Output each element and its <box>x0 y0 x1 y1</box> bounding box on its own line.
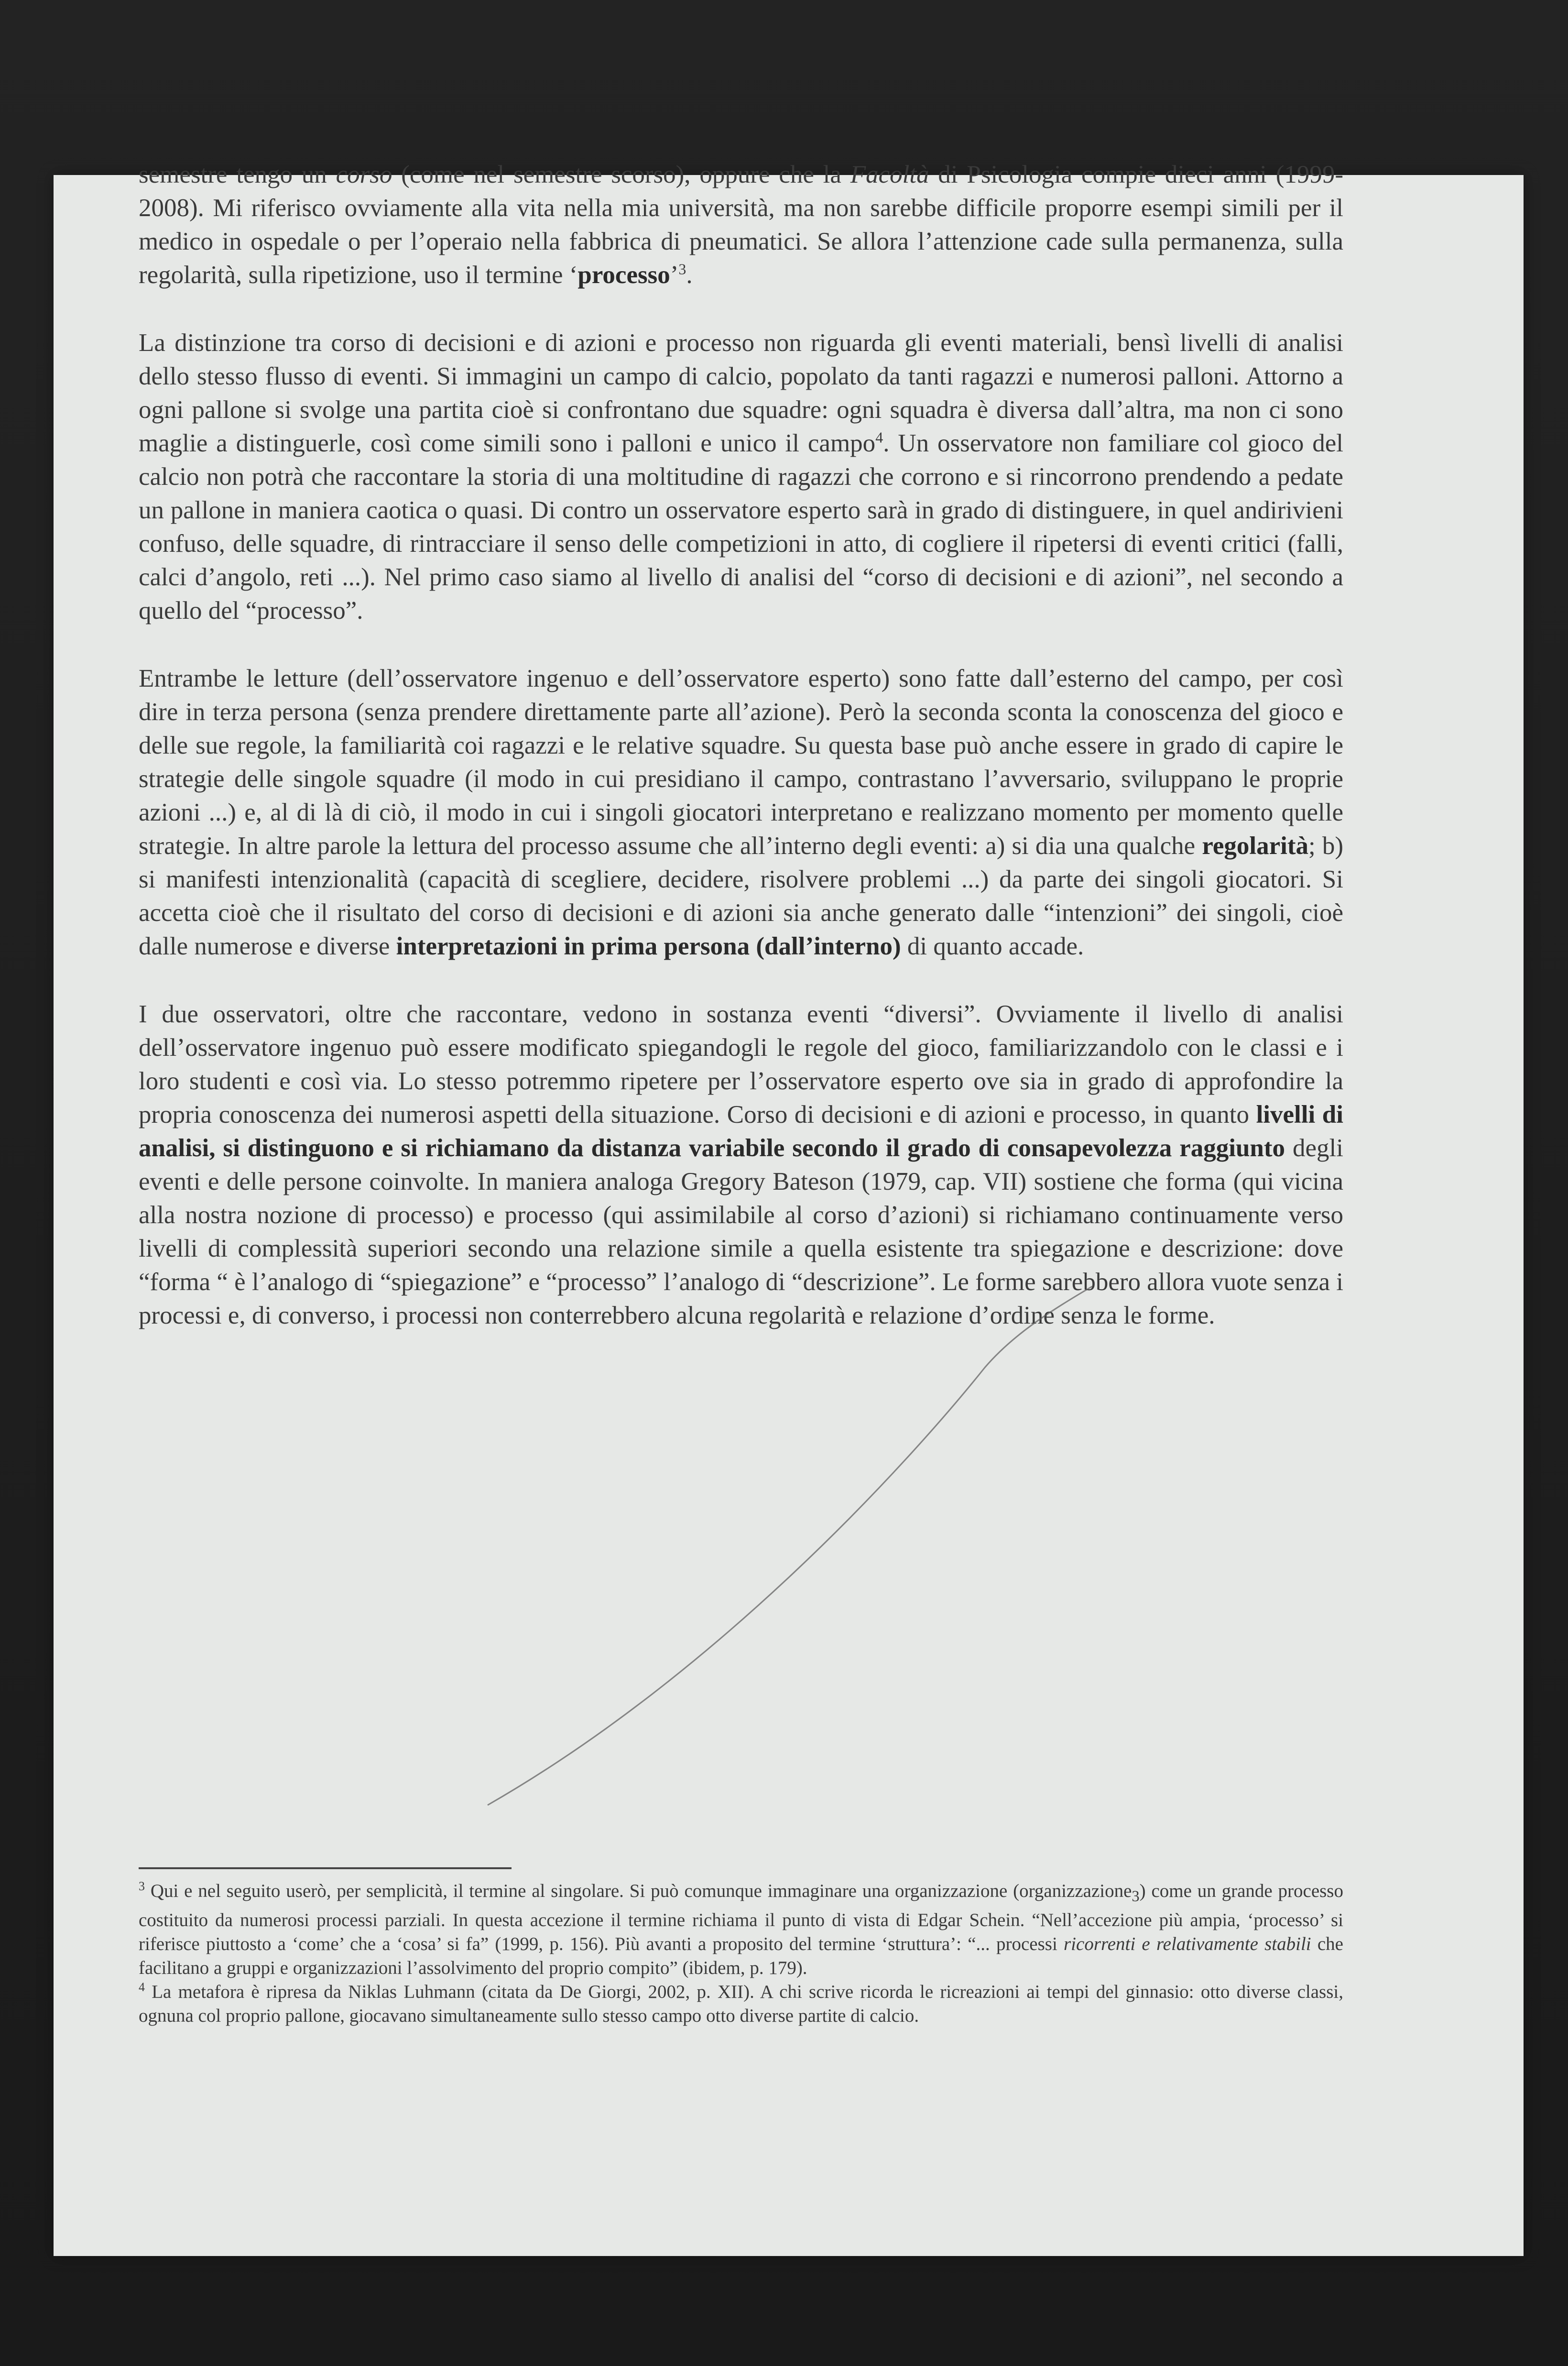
text-segment: ricorrenti e relativamente stabili <box>1064 1933 1311 1954</box>
text-segment: Entrambe le letture (dell’osservatore ingenuo e dell’osservatore esperto) sono fatte dall’esterno del campo, per così dire in terza persona (senza prendere direttamente parte all’azione). Però la seconda sconta la conoscenza del gioco e delle sue regole, la familiarità coi ragazzi e le relative squadre. Su questa base può anche essere in grado di capire le strategie delle singole squadre (il modo in cui presidiano il campo, contrastano l’avversario, sviluppano le proprie azioni ...) e, al di là di ciò, il modo in cui i singoli giocatori interpretano e realizzano momento per momento quelle strategie. In altre parole la lettura del processo assume che all’interno degli eventi: a) si dia una qualche <box>139 665 1343 860</box>
text-segment: Qui e nel seguito userò, per semplicità, il termine al singolare. Si può comunque immaginare una organizzazione (organizzazione <box>145 1881 1132 1901</box>
text-segment: processo <box>577 261 670 289</box>
text-segment: ; b) si manifesti intenzionalità (capacità di scegliere, decidere, risolvere problemi ...) da parte dei singoli giocatori. Si accetta cioè che il risultato del corso di decisioni e di azioni sia anche generato dalle “intenzioni” dei singoli, cioè dalle numerose e diverse <box>139 832 1344 960</box>
paragraph-1 <box>139 158 1343 292</box>
text-segment: regolarità <box>1202 832 1309 860</box>
text-segment: interpretazioni in prima persona (dall’interno) <box>396 932 901 960</box>
text-segment: 3 <box>1132 1887 1140 1905</box>
text-segment: che facilitano a gruppi e organizzazioni l’assolvimento del proprio compito” (ibidem, p. 179). <box>139 1933 1343 1978</box>
text-segment: . <box>686 261 693 289</box>
text-segment: ’ <box>670 261 679 289</box>
text-segment: di quanto accade. <box>901 932 1084 960</box>
text-segment: (come nel semestre scorso), oppure che la <box>392 161 850 188</box>
text-segment: 4 <box>875 428 883 446</box>
text-segment: 4 <box>139 1980 145 1994</box>
text-segment: Facoltà <box>850 161 929 188</box>
footnote-separator <box>139 1867 512 1869</box>
main-text <box>139 158 1343 1367</box>
paragraph-4 <box>139 997 1343 1332</box>
text-segment: di Psicologia compie dieci anni (1999-2008). Mi riferisco ovviamente alla vita nella mia università, ma non sarebbe difficile proporre esempi simili per il medico in ospedale o per l’operaio nella fabbrica di pneumatici. Se allora l’attenzione cade sulla permanenza, sulla regolarità, sulla ripetizione, uso il termine ‘ <box>139 161 1344 289</box>
text-segment: degli eventi e delle persone coinvolte. In maniera analoga Gregory Bateson (1979, cap. VII) sostiene che forma (qui vicina alla nostra nozione di processo) e processo (qui assimilabile al corso d’azioni) si richiamano continuamente verso livelli di complessità superiori secondo una relazione simile a quella esistente tra spiegazione e descrizione: dove “forma “ è l’analogo di “spiegazione” e “processo” l’analogo di “descrizione”. Le forme sarebbero allora vuote senza i processi e, di converso, i processi non conterrebbero alcuna regolarità e relazione d’ordine senza le forme. <box>139 1134 1343 1329</box>
text-segment: La distinzione tra corso di decisioni e di azioni e processo non riguarda gli eventi materiali, bensì livelli di analisi dello stesso flusso di eventi. Si immagini un campo di calcio, popolato da tanti ragazzi e numerosi palloni. Attorno a ogni pallone si svolge una partita cioè si confrontano due squadre: ogni squadra è diversa dall’altra, ma non ci sono maglie a distinguerle, così come simili sono i palloni e unico il campo <box>139 329 1343 457</box>
text-segment: semestre tengo un <box>139 161 336 188</box>
text-segment: 3 <box>678 260 686 278</box>
text-segment: ) come un grande processo costituito da numerosi processi parziali. In questa accezione il termine richiama il punto di vista di Edgar Schein. “Nell’accezione più ampia, ‘processo’ si riferisce piuttosto a ‘come’ che a ‘cosa’ si fa” (1999, p. 156). Più avanti a proposito del termine ‘struttura’: “... processi <box>139 1881 1343 1954</box>
text-segment: I due osservatori, oltre che raccontare, vedono in sostanza eventi “diversi”. Ovviamente il livello di analisi dell’osservatore ingenuo può essere modificato spiegandogli le regole del gioco, familiarizzandolo con le classi e i loro studenti e così via. Lo stesso potremmo ripetere per l’osservatore esperto ove sia in grado di approfondire la propria conoscenza dei numerosi aspetti della situazione. Corso di decisioni e di azioni e processo, in quanto <box>139 1000 1343 1128</box>
text-segment: livelli di analisi, si distinguono e si richiamano da distanza variabile secondo il grado di consapevolezza raggiunto <box>139 1101 1343 1162</box>
footnotes <box>139 1879 1343 2028</box>
text-segment: . Un osservatore non familiare col gioco del calcio non potrà che raccontare la storia di una moltitudine di ragazzi che corrono e si rincorrono prendendo a pedate un pallone in maniera caotica o quasi. Di contro un osservatore esperto sarà in grado di distinguere, in quel andirivieni confuso, delle squadre, di rintracciare il senso delle competizioni in atto, di cogliere il ripetersi di eventi critici (falli, calci d’angolo, reti ...). Nel primo caso siamo al livello di analisi del “corso di decisioni e di azioni”, nel secondo a quello del “processo”. <box>139 429 1344 624</box>
footnote-4 <box>139 1980 1343 2028</box>
paragraph-2 <box>139 326 1343 627</box>
text-segment: 3 <box>139 1879 145 1893</box>
text-segment: corso <box>336 161 392 188</box>
footnote-3 <box>139 1879 1343 1980</box>
paragraph-3 <box>139 662 1343 963</box>
text-segment: La metafora è ripresa da Niklas Luhmann (citata da De Giorgi, 2002, p. XII). A chi scrive ricorda le ricreazioni ai tempi del ginnasio: otto diverse classi, ognuna col proprio pallone, giocavano simultaneamente sullo stesso campo otto diverse partite di calcio. <box>139 1981 1343 2026</box>
